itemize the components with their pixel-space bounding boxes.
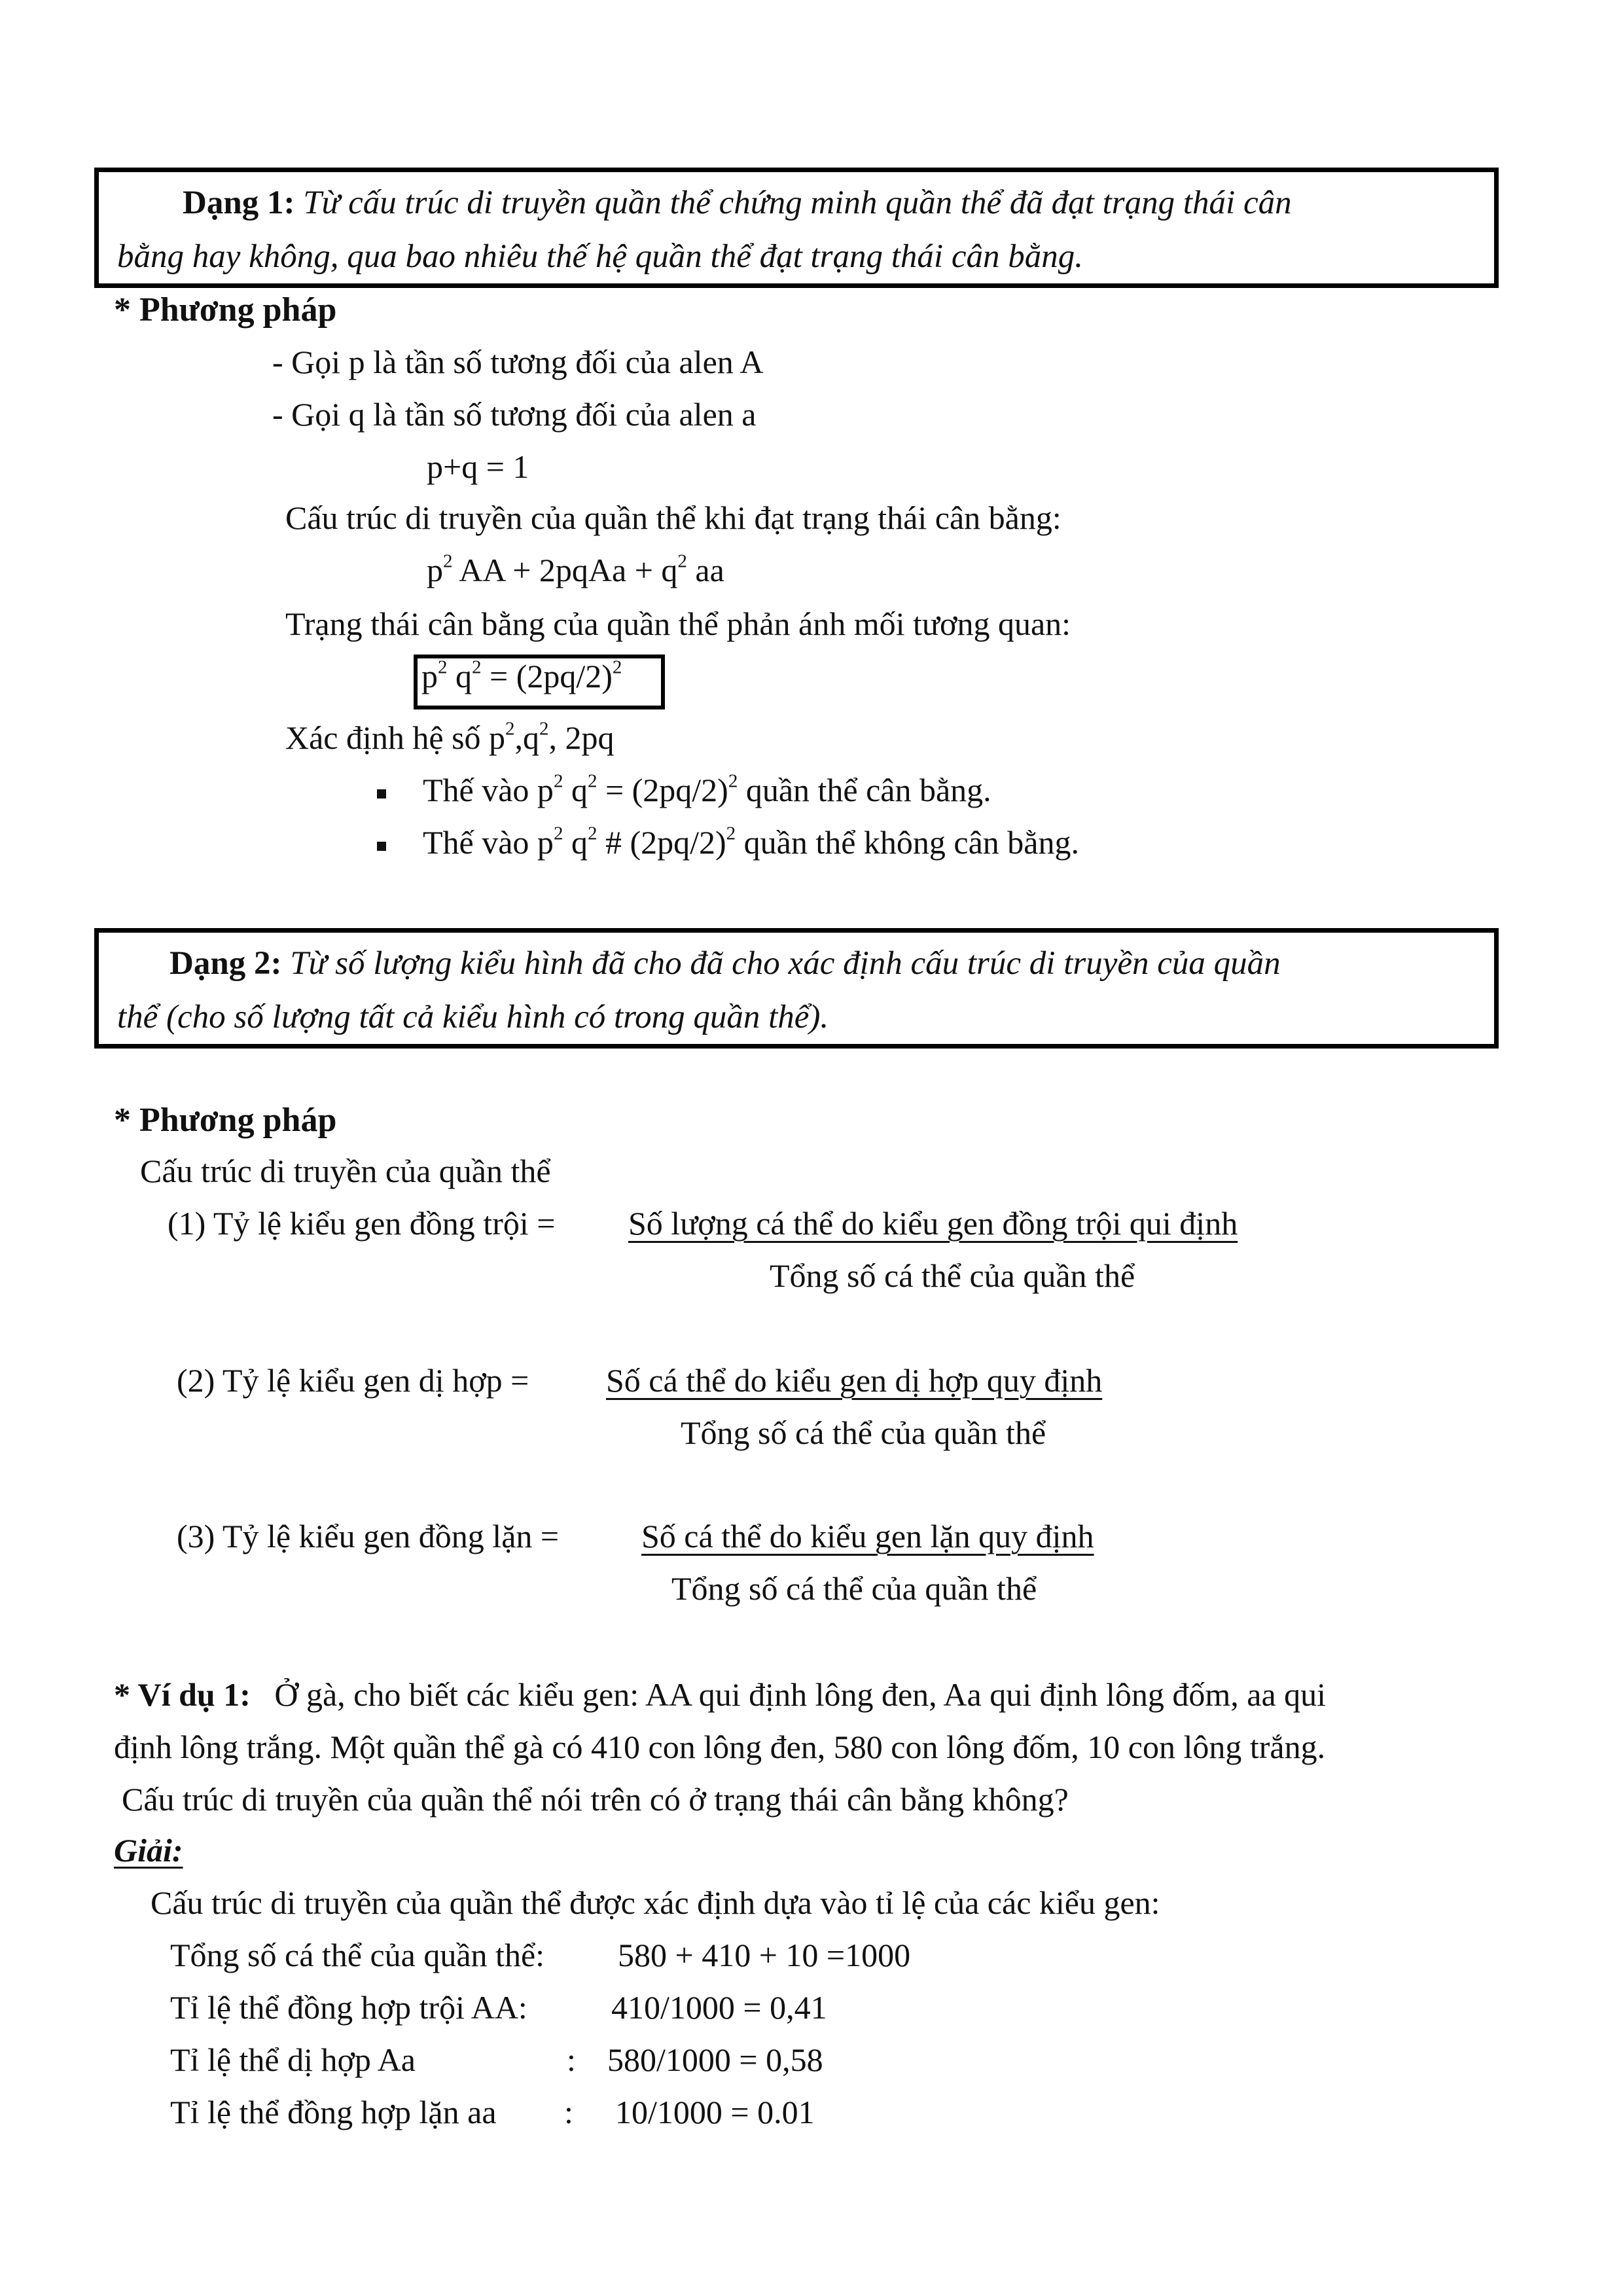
eq-middle: AA + 2pqAa + q [452, 552, 678, 588]
b1s3: 2 [728, 770, 738, 792]
b2d: quần thể không cân bằng. [736, 824, 1079, 861]
sol-row-total-value: 580 + 410 + 10 =1000 [618, 1937, 911, 1973]
eq-end: aa [687, 552, 724, 588]
b1c: = (2pq/2) [597, 772, 728, 808]
ratio-3-label: (3) Tỷ lệ kiểu gen đồng lặn = [177, 1518, 560, 1554]
ratio-1-label: (1) Tỷ lệ kiểu gen đồng trội = [168, 1205, 556, 1242]
example1-line-2: định lông trắng. Một quần thể gà có 410 con lông đen, 580 con lông đốm, 10 con lông trắng. [114, 1729, 1326, 1765]
box-sup-3: 2 [612, 656, 622, 678]
example1-label: * Ví dụ 1: [114, 1676, 251, 1713]
sol-row-Aa-colon: : [567, 2041, 576, 2078]
sol-row-aa-value: 10/1000 = 0.01 [615, 2094, 815, 2130]
b1b: q [563, 772, 588, 808]
example1-text-1: Ở gà, cho biết các kiểu gen: AA qui định lông đen, Aa qui định lông đốm, aa qui [274, 1676, 1327, 1713]
b2s1: 2 [553, 823, 563, 844]
sol-row-Aa-value: 580/1000 = 0,58 [607, 2041, 823, 2078]
box-p: p [421, 658, 438, 694]
b1d: quần thể cân bằng. [738, 772, 991, 808]
b2s3: 2 [726, 823, 736, 844]
dang2-desc-2: thể (cho số lượng tất cả kiểu hình có trong quần thể). [117, 999, 829, 1035]
ratio-3-denominator: Tổng số cá thể của quần thể [671, 1570, 1037, 1607]
method1-balance-intro: Trạng thái cân bằng của quần thể phản ánh mối tương quan: [285, 605, 1071, 642]
dang1-desc-2: bằng hay không, qua bao nhiêu thế hệ quần thể đạt trạng thái cân bằng. [117, 238, 1083, 275]
ratio-1-numerator: Số lượng cá thể do kiểu gen đồng trội qui định [628, 1205, 1238, 1242]
dang1-text [117, 176, 1476, 283]
box-q: q [447, 658, 472, 694]
eq-p: p [427, 552, 443, 588]
method1-structure-intro: Cấu trúc di truyền của quần thể khi đạt trạng thái cân bằng: [285, 499, 1061, 536]
method2-intro: Cấu trúc di truyền của quần thể [140, 1153, 551, 1189]
example1-line-1 [114, 1678, 1541, 1711]
eq-sup-1: 2 [443, 550, 453, 572]
bullet-square-icon [377, 789, 386, 798]
balance-formula-box [414, 655, 665, 709]
method1-coef [285, 718, 615, 756]
coef-sup-1: 2 [505, 718, 515, 740]
method1-heading: * Phương pháp [114, 291, 337, 329]
ratio-2-denominator: Tổng số cá thể của quần thể [681, 1414, 1046, 1451]
ratio-3-numerator: Số cá thể do kiểu gen lặn quy định [641, 1518, 1094, 1554]
method2-heading: * Phương pháp [114, 1102, 337, 1139]
coef-mid: ,q [514, 719, 540, 756]
sol-row-aa-colon: : [564, 2094, 573, 2130]
dang1-desc-1: Từ cấu trúc di truyền quần thể chứng minh quần thể đã đạt trạng thái cân [303, 185, 1292, 221]
b1s2: 2 [587, 770, 597, 792]
method1-equation [427, 550, 724, 588]
sol-row-Aa-label: Tỉ lệ thể dị hợp Aa [170, 2041, 416, 2078]
b2c: # (2pq/2) [597, 824, 726, 861]
ratio-2-label: (2) Tỷ lệ kiểu gen dị hợp = [177, 1362, 529, 1399]
eq-sup-2: 2 [677, 550, 687, 572]
dang1-box [94, 168, 1499, 288]
ratio-2-numerator: Số cá thể do kiểu gen dị hợp quy định [606, 1362, 1103, 1399]
coef-end: , 2pq [548, 719, 615, 756]
method1-line-q: - Gọi q là tần số tương đối của alen a [272, 396, 757, 433]
solution-label: Giải: [114, 1832, 183, 1869]
b2a: Thế vào p [423, 824, 554, 861]
method1-sum: p+q = 1 [427, 448, 529, 485]
b2s2: 2 [587, 823, 597, 844]
box-sup-2: 2 [472, 656, 482, 678]
dang2-desc-1: Từ số lượng kiểu hình đã cho đã cho xác định cấu trúc di truyền của quần [290, 945, 1281, 982]
dang2-box [94, 928, 1499, 1049]
sol-row-total-label: Tổng số cá thể của quần thể: [170, 1937, 545, 1973]
bullet-1 [377, 770, 991, 808]
box-sup-1: 2 [438, 656, 448, 678]
example1-line-3: Cấu trúc di truyền của quần thể nói trên có ở trạng thái cân bằng không? [122, 1781, 1069, 1818]
solution-intro: Cấu trúc di truyền của quần thể được xác định dựa vào tỉ lệ của các kiểu gen: [151, 1884, 1160, 1921]
sol-row-AA-label: Tỉ lệ thể đồng hợp trội AA: [170, 1989, 527, 2026]
b2b: q [563, 824, 588, 861]
bullet-square-icon [377, 842, 386, 851]
coef-text: Xác định hệ số p [285, 719, 506, 756]
dang2-text [117, 937, 1476, 1044]
sol-row-AA-value: 410/1000 = 0,41 [611, 1989, 827, 2026]
b1s1: 2 [553, 770, 563, 792]
ratio-1-denominator: Tổng số cá thể của quần thể [770, 1257, 1135, 1294]
dang2-label: Dạng 2: [169, 945, 282, 982]
dang1-label: Dạng 1: [183, 185, 295, 221]
method1-line-p: - Gọi p là tần số tương đối của alen A [272, 344, 764, 380]
b1a: Thế vào p [423, 772, 554, 808]
sol-row-aa-label: Tỉ lệ thể đồng hợp lặn aa [170, 2094, 497, 2130]
coef-sup-2: 2 [539, 718, 549, 740]
bullet-2 [377, 823, 1079, 861]
box-rest: = (2pq/2) [481, 658, 613, 694]
